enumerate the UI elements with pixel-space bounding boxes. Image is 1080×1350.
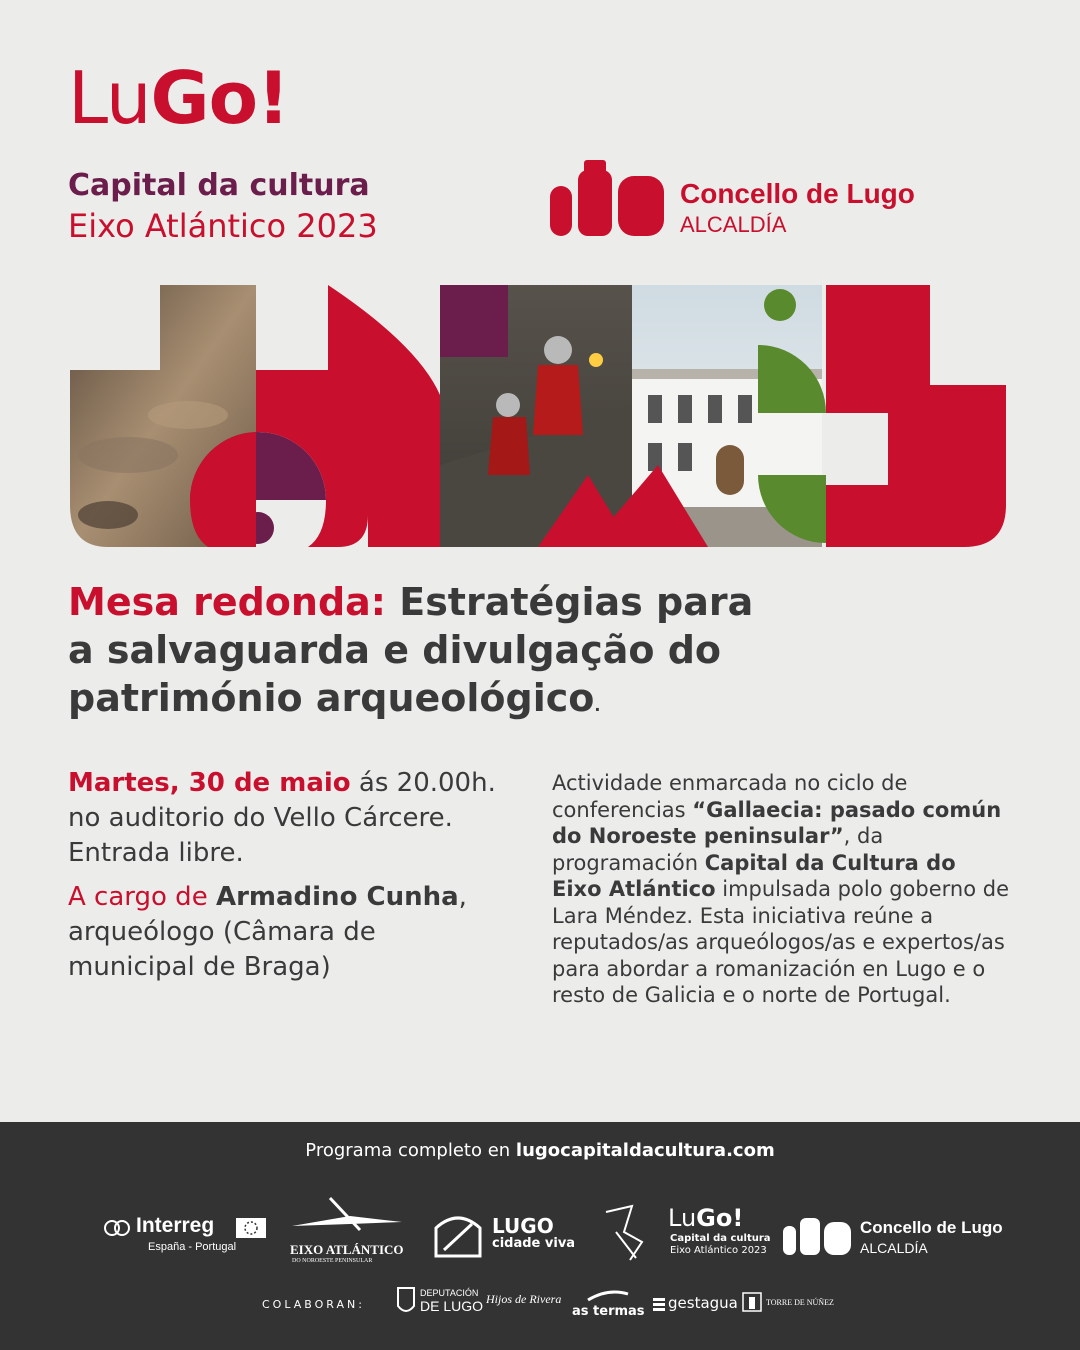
- eixo-atlantico-bird-icon: [290, 1196, 406, 1236]
- deputacion-line2: DE LUGO: [420, 1298, 484, 1314]
- logo-lu: Lu: [68, 56, 151, 140]
- lugo-go-small-logo: [668, 1204, 743, 1232]
- interreg-sub: España - Portugal: [148, 1241, 237, 1253]
- lugo-go-small-go: Go!: [696, 1204, 744, 1232]
- lugo-go-small-sub1: Capital da cultura: [670, 1233, 771, 1244]
- speaker-name: Armadino Cunha: [215, 882, 459, 912]
- headline-dot: .: [594, 696, 601, 715]
- lugo-cidade-viva-icon: [430, 1206, 486, 1262]
- event-date: Martes, 30 de maio: [68, 768, 351, 798]
- headline: [68, 578, 968, 730]
- lugo-go-small-sub2: Eixo Atlántico 2023: [670, 1245, 767, 1256]
- lugo-go-small-lu: Lu: [668, 1204, 697, 1232]
- red-shape-2: [826, 285, 1006, 547]
- eixo-sub: DO NOROESTE PENINSULAR: [292, 1258, 373, 1264]
- concello-towers-icon: [548, 158, 668, 240]
- concello-small-name: Concello de Lugo: [860, 1218, 1003, 1237]
- torre-nunez-logo: TORRE DE NÚÑEZ: [766, 1298, 834, 1307]
- event-description: [552, 770, 1012, 1009]
- gestagua-logo: gestagua: [668, 1294, 738, 1312]
- torre-nunez-icon: [740, 1290, 764, 1314]
- deputacion-shield-icon: [396, 1284, 416, 1318]
- event-time-place: ás 20.00h. no auditorio do Vello Cárcere. Entrada libre.: [68, 768, 496, 868]
- event-when: [68, 766, 508, 871]
- headline-line-2: a salvaguarda e divulgação do: [68, 628, 722, 672]
- deputacion-line1: DEPUTACIÓN: [420, 1288, 479, 1298]
- programa-link[interactable]: lugocapitaldacultura.com: [515, 1140, 775, 1161]
- desc-cycle: “Gallaecia: pasado común do Noroeste peninsular”: [552, 797, 1002, 848]
- lugo-logo: [68, 58, 289, 138]
- speaker-role: , arqueólogo (Câmara de municipal de Braga): [68, 882, 467, 982]
- speaker-lead: A cargo de: [68, 882, 208, 912]
- concello-subtitle: ALCALDÍA: [680, 212, 787, 237]
- lugo-go-figure-icon: [602, 1202, 666, 1262]
- green-dot: [764, 289, 796, 321]
- desc-part-3: impulsada polo goberno de Lara Méndez. Esta iniciativa reúne a reputados/as arqueólogos/as e expertos/as para abordar a romanización en Lugo e o resto de Galicia e o norte de Portugal.: [552, 877, 1009, 1007]
- as-termas-logo: as termas: [572, 1304, 645, 1319]
- desc-program: Capital da Cultura do Eixo Atlántico: [552, 850, 956, 901]
- as-termas-icon: [584, 1288, 632, 1304]
- concello-small-sub: ALCALDÍA: [860, 1240, 928, 1256]
- event-speaker: [68, 880, 508, 985]
- desc-part-1: Actividade enmarcada no ciclo de conferencias: [552, 771, 908, 822]
- programa-line: [0, 1140, 1080, 1161]
- concello-small-towers-icon: [782, 1212, 852, 1256]
- desc-part-2: , da programación: [552, 824, 884, 875]
- interreg-icon: [104, 1218, 130, 1238]
- interreg-logo: Interreg: [136, 1214, 215, 1237]
- capital-title: Capital da cultura: [68, 168, 370, 203]
- eu-flag-icon: [236, 1218, 266, 1238]
- concello-name: Concello de Lugo: [680, 178, 915, 209]
- programa-prefix: Programa completo en: [305, 1140, 516, 1161]
- headline-rest-1: Estratégias para: [386, 580, 754, 624]
- hijos-de-rivera-logo: Hijos de Rivera: [486, 1292, 562, 1306]
- heritage-collage: [68, 285, 1008, 547]
- headline-line-3: património arqueológico: [68, 676, 595, 720]
- colaboran-label: COLABORAN:: [262, 1298, 365, 1311]
- headline-lead: Mesa redonda:: [68, 580, 386, 624]
- capital-subtitle: Eixo Atlántico 2023: [68, 207, 378, 245]
- eixo-logo: EIXO ATLÁNTICO: [290, 1242, 404, 1257]
- logo-go: Go!: [150, 56, 289, 140]
- gestagua-icon: [652, 1296, 666, 1312]
- lugo-cv-sub: cidade viva: [492, 1236, 576, 1251]
- lugo-cv-logo: LUGO: [492, 1214, 554, 1238]
